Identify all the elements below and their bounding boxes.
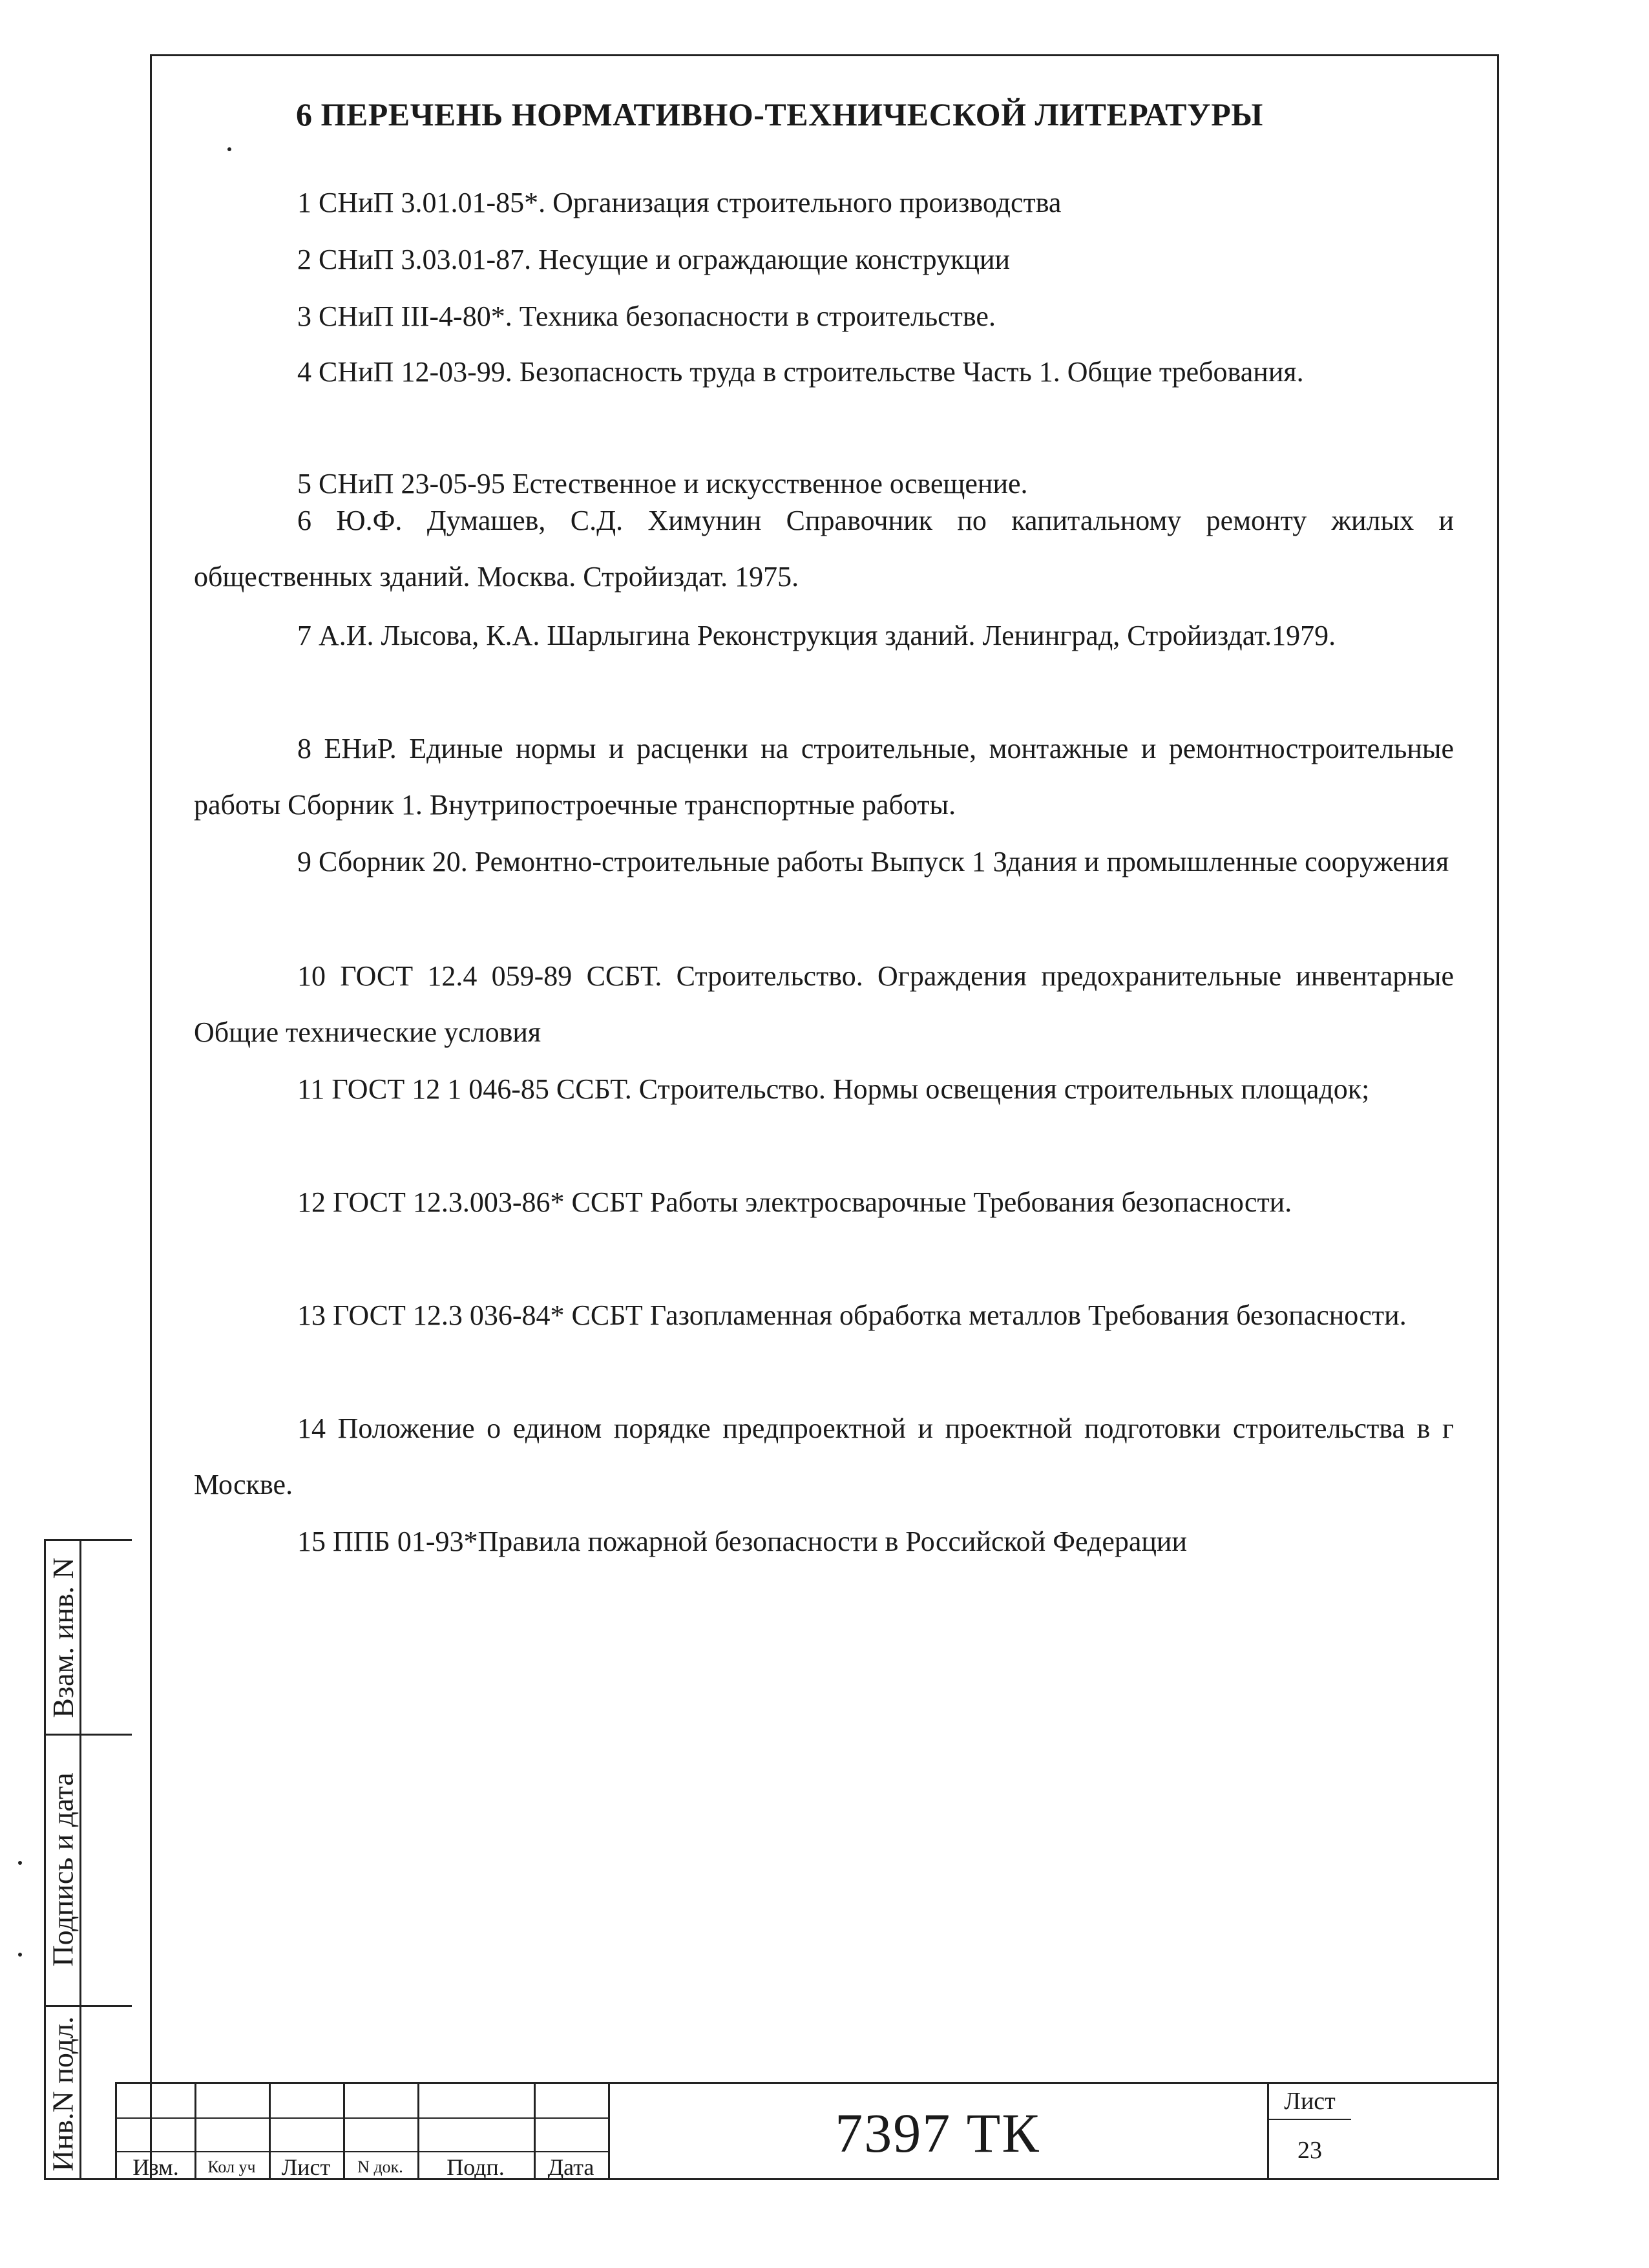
izm-label: Изм.	[132, 2154, 179, 2180]
sheet-label: Лист	[1284, 2088, 1336, 2115]
inv-podl-label: Инв.N подл.	[46, 2016, 79, 2171]
document-code: 7397 ТК	[835, 2102, 1040, 2164]
list-item: 2 СНиП 3.03.01-87. Несущие и ограждающие конструкции	[297, 244, 1011, 275]
list-label: Лист	[281, 2154, 331, 2180]
vzam-inv-label: Взам. инв. N	[46, 1557, 79, 1718]
list-item: 8 ЕНиР. Единые нормы и расценки на строительные, монтажные и ремонтностроительные работы Сборник 1. Внутрипостроечные транспортные работы.	[194, 733, 1454, 821]
kol-uch-label: Кол уч	[207, 2158, 256, 2176]
list-item: 7 А.И. Лысова, К.А. Шарлыгина Реконструкция зданий. Ленинград, Стройиздат.1979.	[297, 620, 1336, 651]
section-title: 6 ПЕРЕЧЕНЬ НОРМАТИВНО-ТЕХНИЧЕСКОЙ ЛИТЕРАТУРЫ	[296, 96, 1263, 132]
list-item: 5 СНиП 23-05-95 Естественное и искусственное освещение.	[297, 468, 1028, 499]
list-item: 11 ГОСТ 12 1 046-85 ССБТ. Строительство. Нормы освещения строительных площадок;	[297, 1073, 1370, 1105]
sheet-number: 23	[1297, 2137, 1322, 2164]
list-item: 9 Сборник 20. Ремонтно-строительные работы Выпуск 1 Здания и промышленные сооружения	[297, 846, 1449, 877]
list-item: 10 ГОСТ 12.4 059-89 ССБТ. Строительство. Ограждения предохранительные инвентарные Общие технические условия	[194, 960, 1454, 1048]
list-item: 13 ГОСТ 12.3 036-84* ССБТ Газопламенная обработка металлов Требования безопасности.	[297, 1299, 1407, 1331]
list-item: 3 СНиП III-4-80*. Техника безопасности в строительстве.	[297, 300, 996, 332]
scan-speck	[18, 1953, 22, 1957]
scan-speck	[227, 147, 231, 151]
list-item: 15 ППБ 01-93*Правила пожарной безопасности в Российской Федерации	[297, 1526, 1188, 1557]
list-item: 12 ГОСТ 12.3.003-86* ССБТ Работы электросварочные Требования безопасности.	[297, 1186, 1292, 1218]
title-block	[115, 2082, 1499, 2180]
list-item: 1 СНиП 3.01.01-85*. Организация строительного производства	[297, 187, 1062, 218]
podp-label: Подп.	[446, 2154, 505, 2180]
n-dok-label: N док.	[357, 2158, 403, 2176]
list-item: 4 СНиП 12-03-99. Безопасность труда в строительстве Часть 1. Общие требования.	[297, 356, 1304, 388]
data-label: Дата	[547, 2154, 594, 2180]
podpis-data-label: Подпись и дата	[46, 1772, 79, 1967]
scan-speck	[18, 1861, 22, 1865]
list-item: 6 Ю.Ф. Думашев, С.Д. Химунин Справочник по капитальному ремонту жилых и общественных зданий. Москва. Стройиздат. 1975.	[194, 505, 1454, 593]
list-item: 14 Положение о едином порядке предпроектной и проектной подготовки строительства в г Москве.	[194, 1412, 1454, 1500]
